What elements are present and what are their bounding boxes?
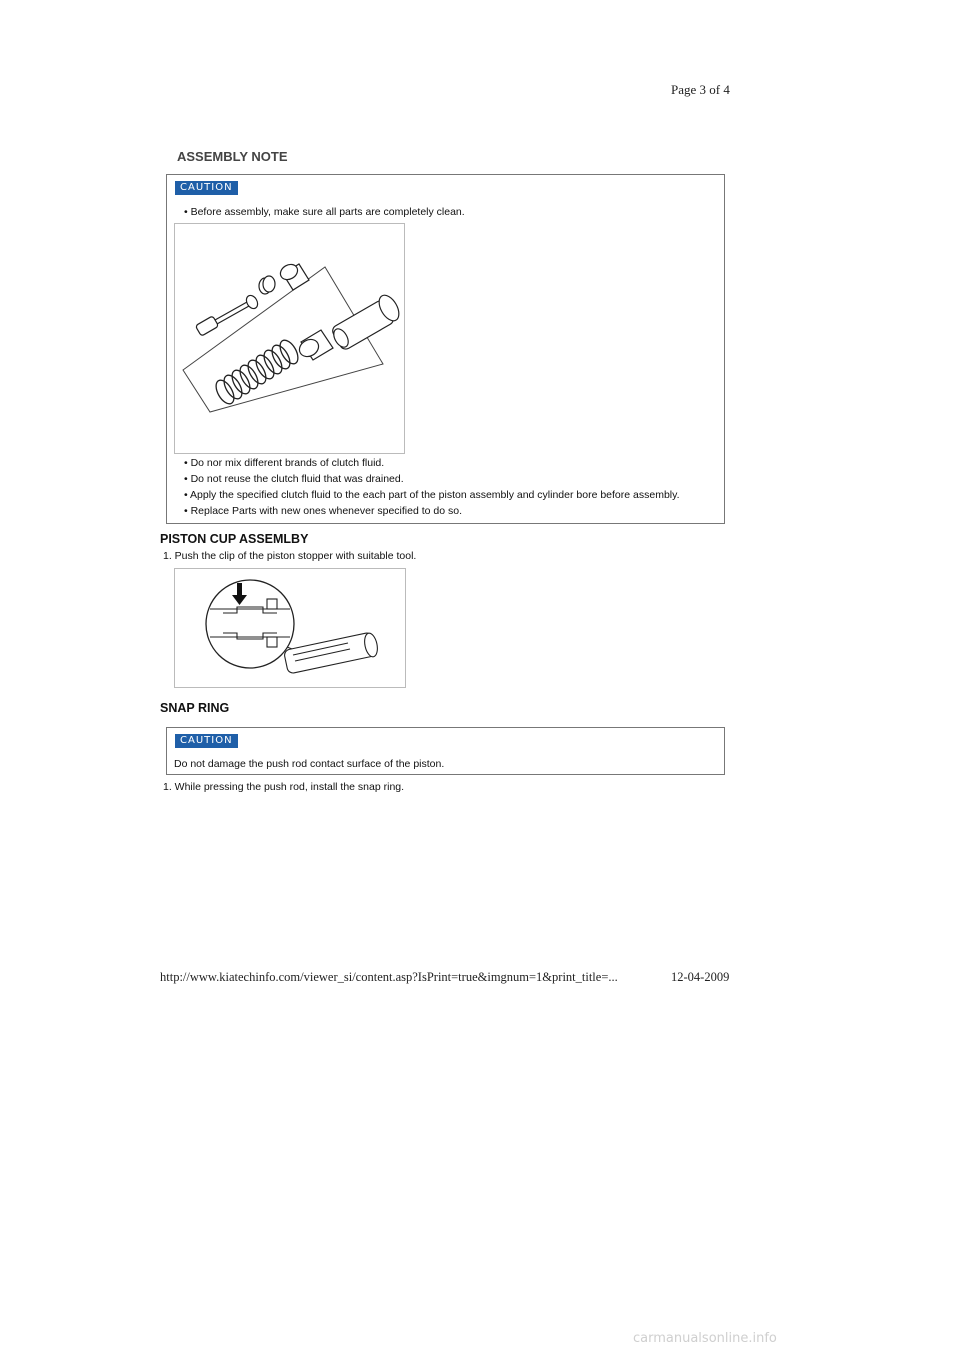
assembly-caution-box — [166, 174, 725, 524]
watermark: carmanualsonline.info — [633, 1331, 777, 1346]
snap-ring-caution-text: Do not damage the push rod contact surface of the piston. — [174, 758, 445, 770]
piston-cup-step-1: 1. Push the clip of the piston stopper with suitable tool. — [163, 550, 417, 562]
snap-ring-step-1: 1. While pressing the push rod, install the snap ring. — [163, 781, 405, 793]
assembly-note-title: ASSEMBLY NOTE — [177, 149, 288, 164]
caution-bullet-1: • Do not reuse the clutch fluid that was drained. — [184, 473, 404, 485]
piston-stopper-drawing — [175, 569, 405, 687]
snap-ring-title: SNAP RING — [160, 701, 230, 715]
caution-bullet-clean: • Before assembly, make sure all parts are completely clean. — [184, 206, 465, 218]
caution-badge: CAUTION — [175, 181, 238, 195]
piston-parts-drawing — [175, 224, 404, 453]
footer-date: 12-04-2009 — [671, 970, 730, 984]
footer-url: http://www.kiatechinfo.com/viewer_si/content.asp?IsPrint=true&imgnum=1&print_title=... — [160, 970, 618, 984]
caution-badge: CAUTION — [175, 734, 238, 748]
page-number: Page 3 of 4 — [671, 82, 730, 97]
piston-stopper-figure — [174, 568, 406, 688]
caution-bullet-2: • Apply the specified clutch fluid to the each part of the piston assembly and cylinder bore before assembly. — [184, 489, 680, 501]
caution-bullet-3: • Replace Parts with new ones whenever specified to do so. — [184, 505, 462, 517]
piston-cup-title: PISTON CUP ASSEMLBY — [160, 532, 309, 546]
piston-parts-figure — [174, 223, 405, 454]
caution-bullet-0: • Do nor mix different brands of clutch fluid. — [184, 457, 385, 469]
snap-ring-caution-box — [166, 727, 725, 775]
